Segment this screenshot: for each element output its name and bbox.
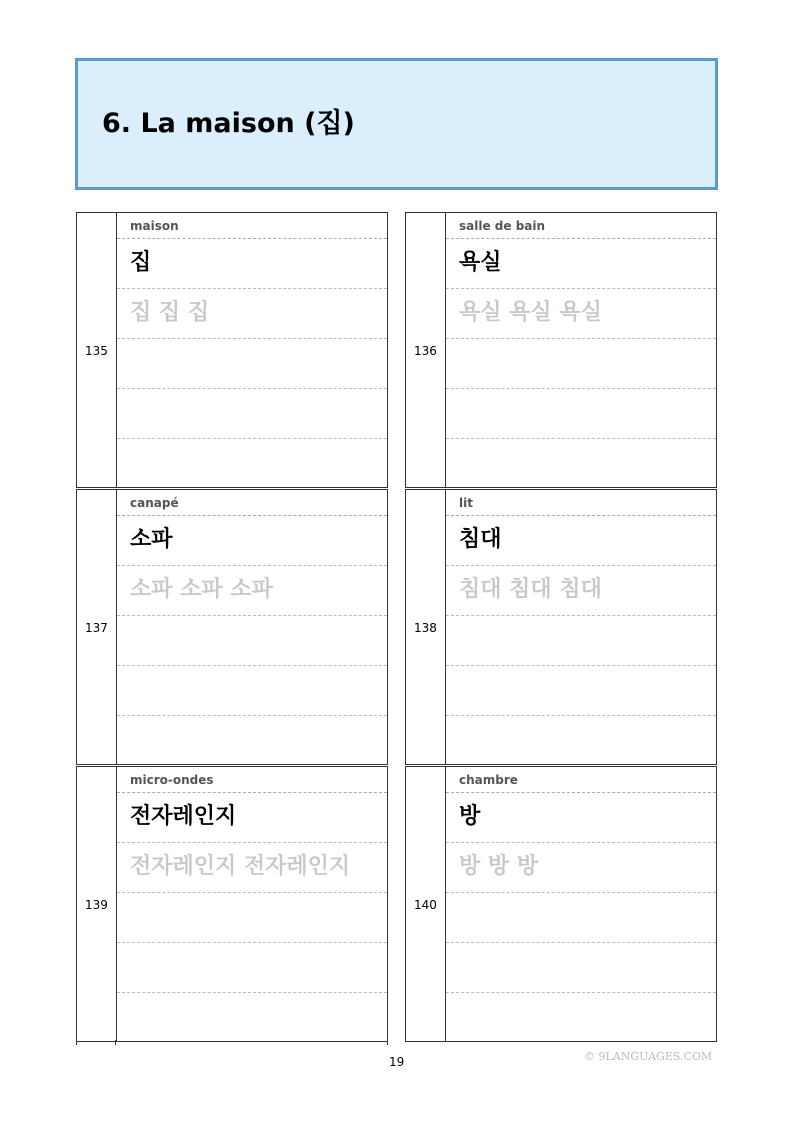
trace-row: [117, 842, 387, 893]
number-column: [77, 490, 117, 764]
word-row: [446, 238, 716, 289]
practice-line[interactable]: [117, 942, 387, 993]
tracing-text: 침대 침대 침대: [459, 577, 602, 602]
vocab-card-136: [405, 212, 717, 488]
tracing-text: 전자레인지 전자레인지: [130, 854, 351, 879]
page-number: 19: [389, 1055, 405, 1069]
vocab-card-138: [405, 489, 717, 765]
copyright-notice: © 9LANGUAGES.COM: [584, 1050, 713, 1063]
french-meaning: canapé: [130, 496, 179, 510]
practice-line[interactable]: [117, 388, 387, 439]
french-meaning: lit: [459, 496, 473, 510]
korean-word: 전자레인지: [130, 804, 237, 829]
trace-row: [117, 288, 387, 339]
practice-line[interactable]: [446, 438, 716, 488]
practice-line[interactable]: [446, 665, 716, 716]
practice-line[interactable]: [117, 338, 387, 389]
korean-word: 침대: [459, 527, 502, 552]
chapter-title-box: [75, 58, 718, 190]
word-row: [446, 515, 716, 566]
tracing-text: 욕실 욕실 욕실: [459, 300, 602, 325]
number-column: [77, 213, 117, 487]
practice-line[interactable]: [117, 615, 387, 666]
french-meaning: salle de bain: [459, 219, 546, 233]
entry-number: 140: [414, 898, 437, 912]
word-row: [446, 792, 716, 843]
practice-line[interactable]: [446, 992, 716, 1042]
meaning-row: [117, 213, 387, 239]
korean-word: 욕실: [459, 250, 502, 275]
meaning-row: [117, 767, 387, 793]
vocab-card-135: [76, 212, 388, 488]
trace-row: [446, 288, 716, 339]
number-column: [406, 213, 446, 487]
crop-mark: [387, 1040, 388, 1045]
practice-line[interactable]: [446, 715, 716, 765]
chapter-title: 6. La maison (집): [102, 108, 355, 139]
entry-number: 135: [85, 344, 108, 358]
practice-line[interactable]: [117, 992, 387, 1042]
meaning-row: [117, 490, 387, 516]
meaning-row: [446, 490, 716, 516]
meaning-row: [446, 213, 716, 239]
crop-mark: [76, 1040, 77, 1045]
french-meaning: micro-ondes: [130, 773, 214, 787]
practice-line[interactable]: [446, 388, 716, 439]
korean-word: 소파: [130, 527, 173, 552]
entry-number: 137: [85, 621, 108, 635]
crop-mark: [115, 1040, 116, 1045]
practice-line[interactable]: [117, 665, 387, 716]
word-row: [117, 238, 387, 289]
trace-row: [117, 565, 387, 616]
practice-line[interactable]: [446, 338, 716, 389]
tracing-text: 소파 소파 소파: [130, 577, 273, 602]
entry-number: 139: [85, 898, 108, 912]
french-meaning: maison: [130, 219, 179, 233]
vocab-card-140: [405, 766, 717, 1042]
practice-line[interactable]: [117, 892, 387, 943]
number-column: [406, 767, 446, 1041]
korean-word: 방: [459, 804, 481, 829]
word-row: [117, 792, 387, 843]
korean-word: 집: [130, 250, 152, 275]
trace-row: [446, 842, 716, 893]
practice-line[interactable]: [446, 892, 716, 943]
tracing-text: 방 방 방: [459, 854, 539, 879]
entry-number: 138: [414, 621, 437, 635]
vocab-card-137: [76, 489, 388, 765]
meaning-row: [446, 767, 716, 793]
french-meaning: chambre: [459, 773, 518, 787]
practice-line[interactable]: [446, 942, 716, 993]
practice-line[interactable]: [117, 715, 387, 765]
vocab-card-139: [76, 766, 388, 1042]
practice-line[interactable]: [446, 615, 716, 666]
word-row: [117, 515, 387, 566]
entry-number: 136: [414, 344, 437, 358]
practice-line[interactable]: [117, 438, 387, 488]
trace-row: [446, 565, 716, 616]
tracing-text: 집 집 집: [130, 300, 210, 325]
number-column: [77, 767, 117, 1041]
number-column: [406, 490, 446, 764]
